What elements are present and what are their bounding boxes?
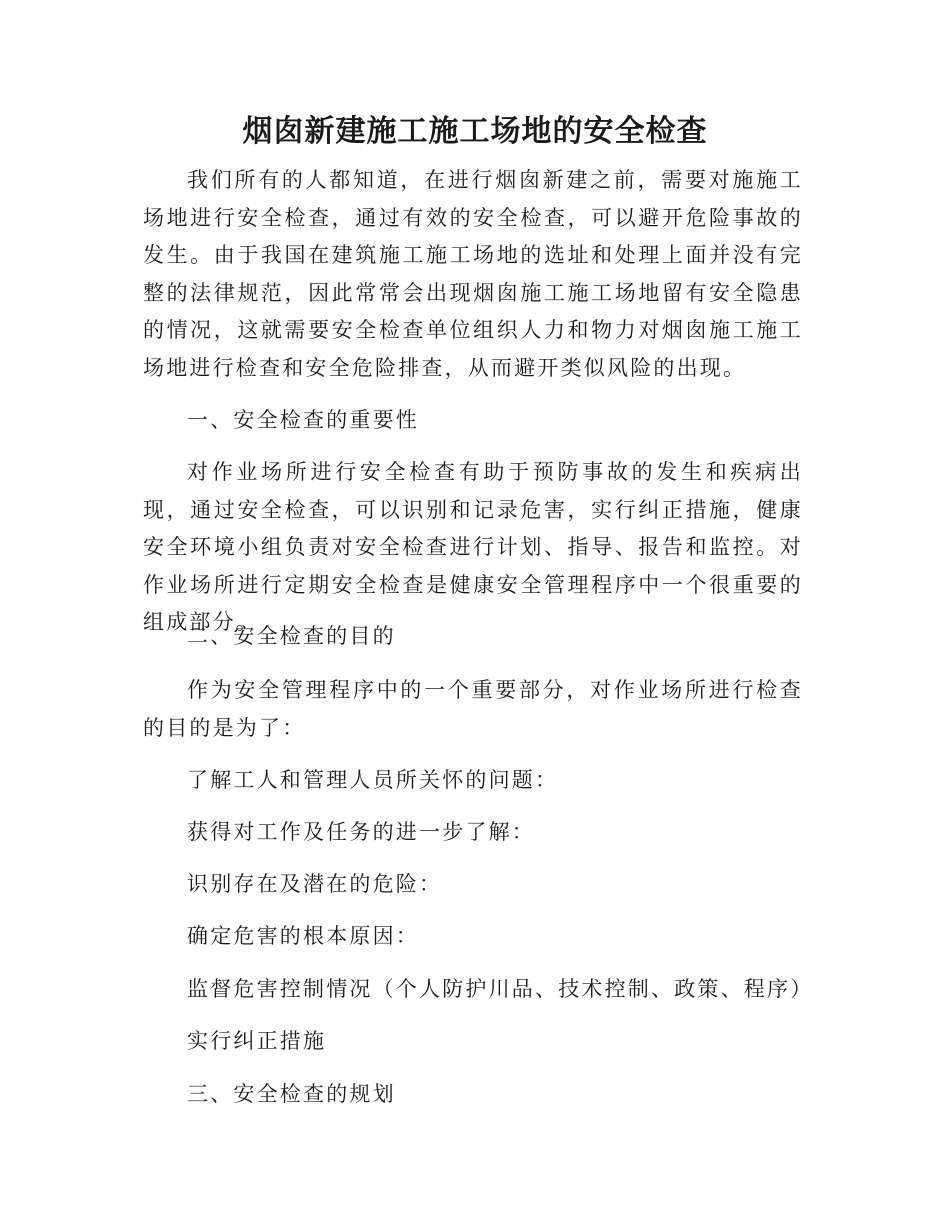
list-item: 识别存在及潜在的危险： [187,872,443,896]
section-heading-planning: 三、安全检查的规划 [187,1082,396,1106]
list-item: 获得对工作及任务的进一步了解： [187,820,535,844]
list-item: 监督危害控制情况（个人防护川品、技术控制、政策、程序） [187,977,814,1001]
list-item: 确定危害的根本原因： [187,924,419,948]
importance-paragraph: 对作业场所进行安全检查有助于预防事故的发生和疾病出现，通过安全检查，可以识别和记录危害，实行纠正措施，健康安全环境小组负责对安全检查进行计划、指导、报告和监控。对作业场所进行定期安全检查是健康安全管理程序中一个很重要的组成部分。 [143,460,803,634]
intro-paragraph: 我们所有的人都知道，在进行烟囱新建之前，需要对施施工场地进行安全检查，通过有效的安全检查，可以避开危险事故的发生。由于我国在建筑施工施工场地的选址和处理上面并没有完整的法律规范，因此常常会出现烟囱施工施工场地留有安全隐患的情况，这就需要安全检查单位组织人力和物力对烟囱施工施工场地进行检查和安全危险排查，从而避开类似风险的出现。 [143,168,803,380]
list-item: 实行纠正措施 [187,1029,327,1053]
list-item: 了解工人和管理人员所关怀的问题： [187,768,559,792]
section-heading-importance: 一、安全检查的重要性 [187,408,419,432]
section-heading-purpose: 二、安全检查的目的 [187,624,396,648]
document-title: 烟囱新建施工施工场地的安全检查 [242,114,708,149]
purpose-paragraph: 作为安全管理程序中的一个重要部分，对作业场所进行检查的目的是为了： [143,678,803,740]
